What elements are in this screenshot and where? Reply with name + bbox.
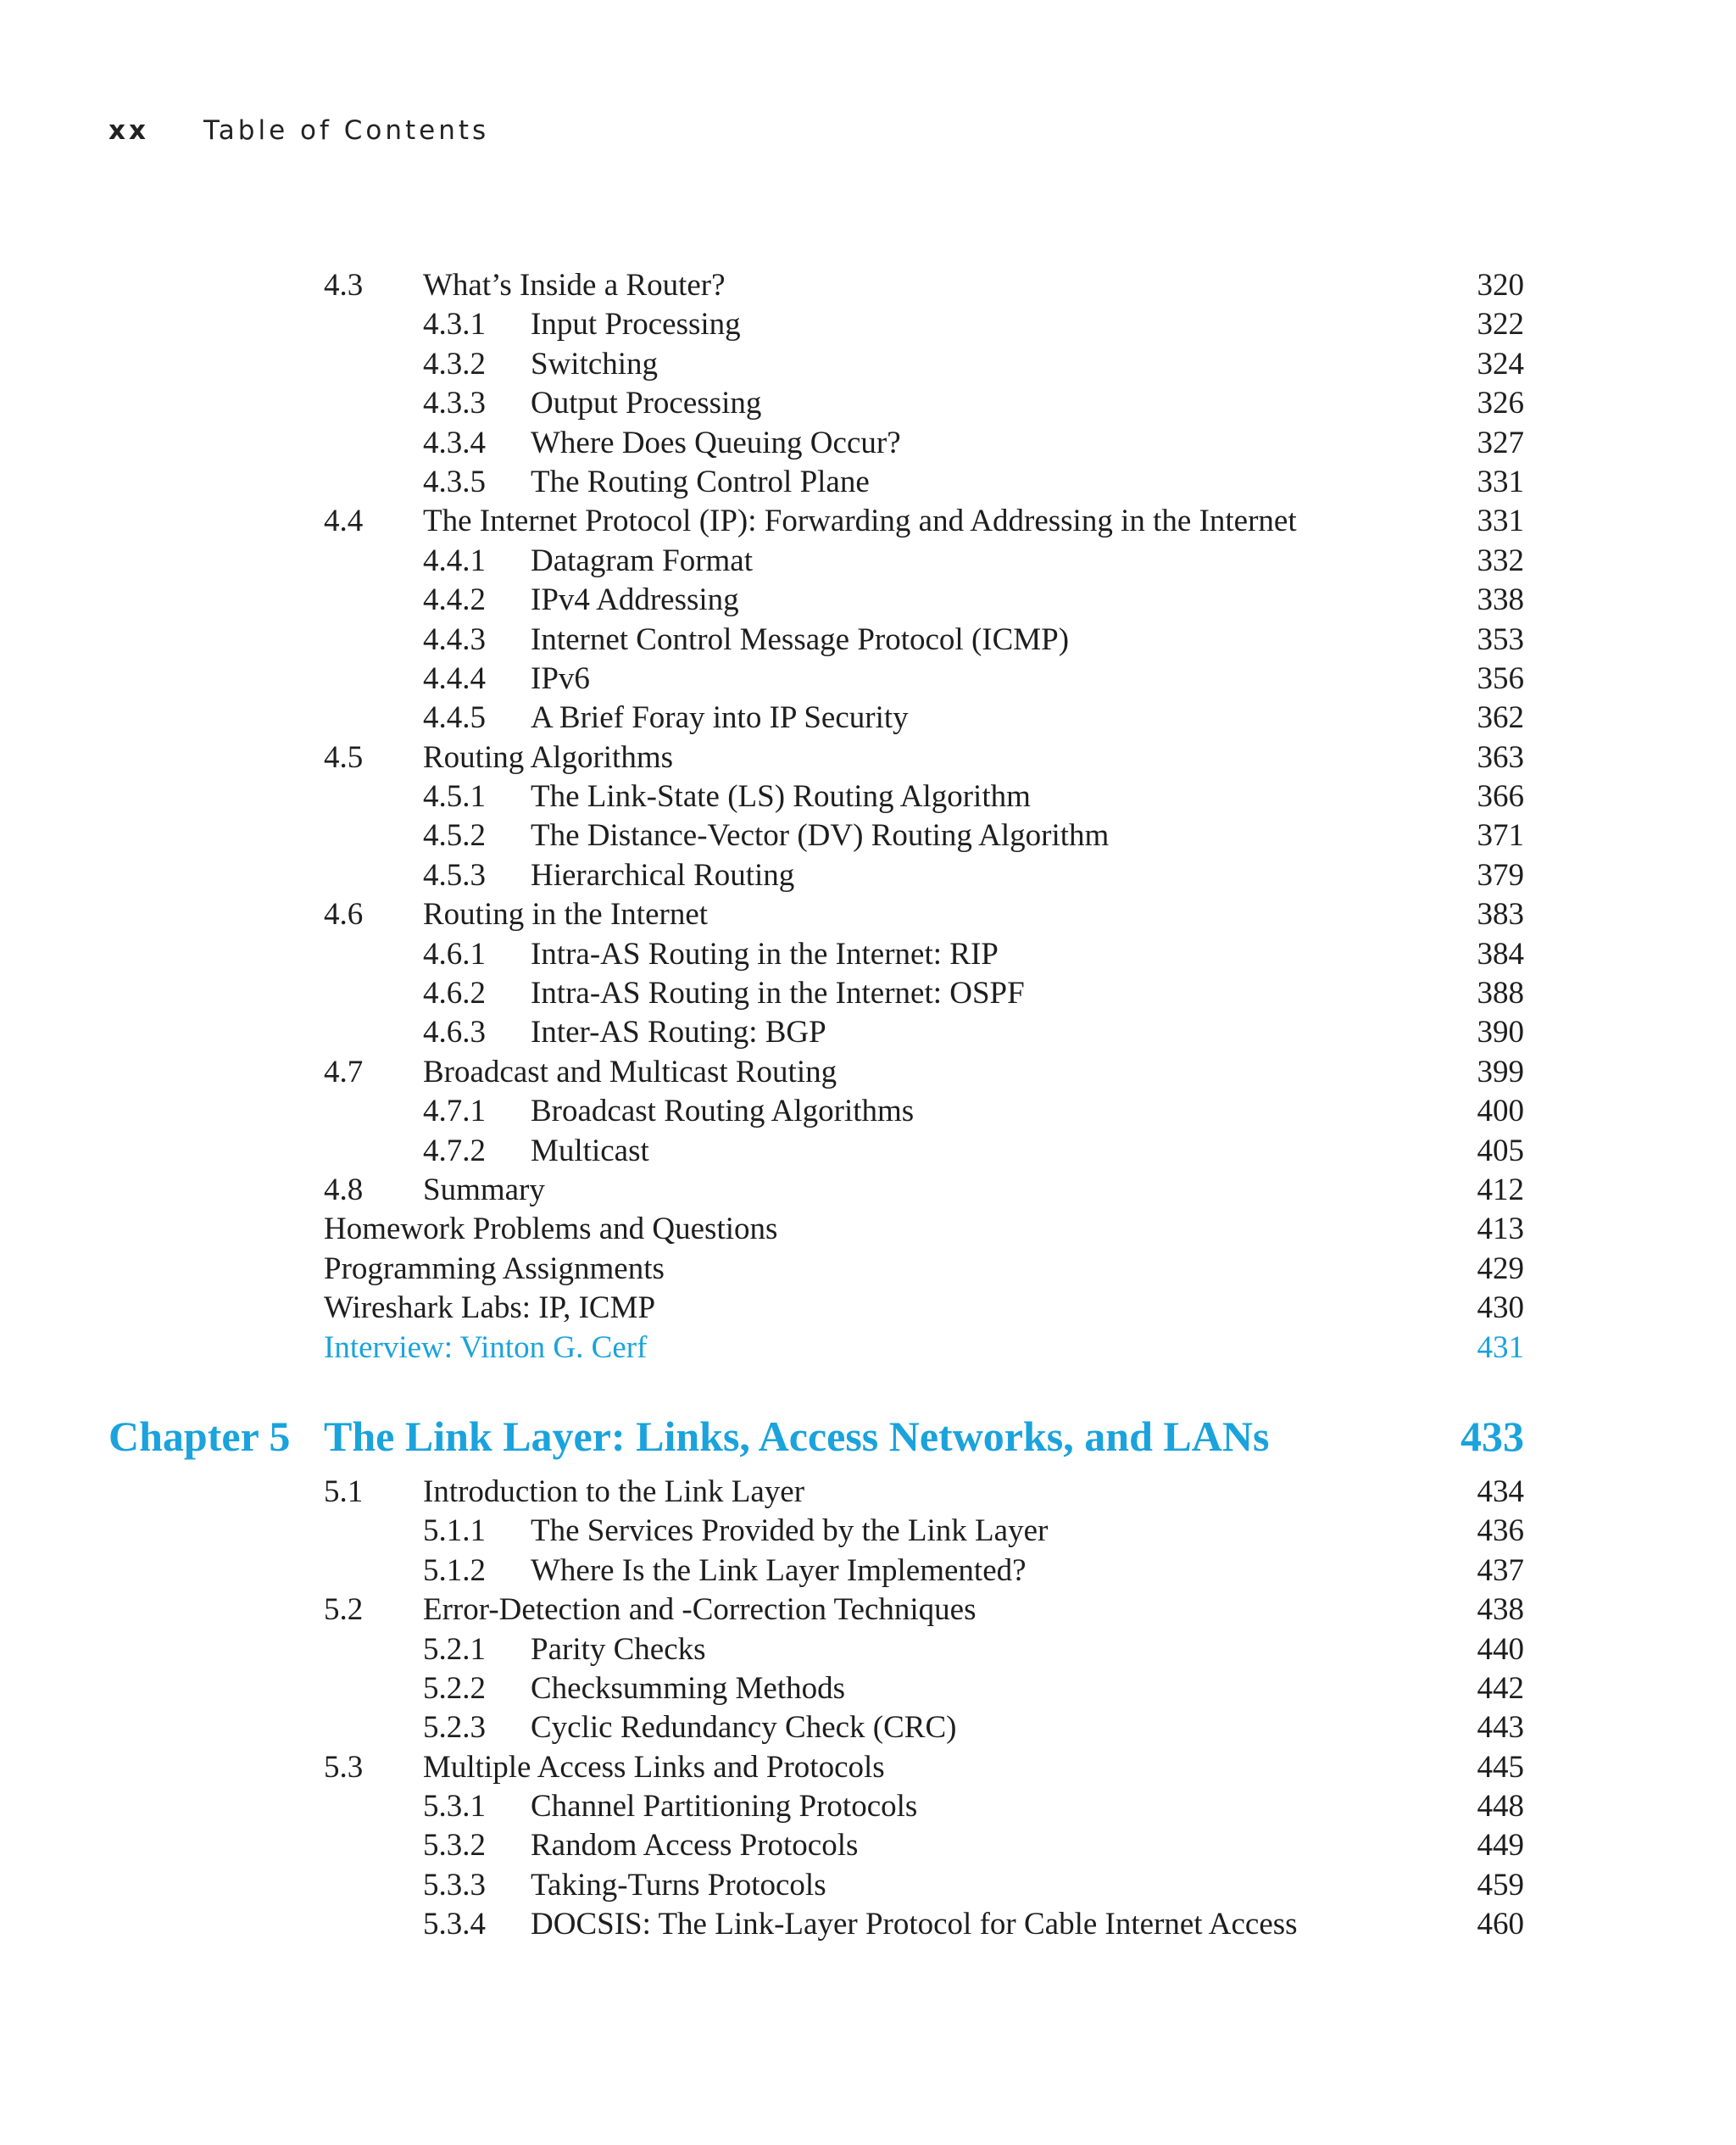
- toc-entry: [0, 1826, 1736, 1865]
- toc-entry-number: 4.7.2: [423, 1133, 486, 1168]
- toc-entry-page: 445: [1477, 1749, 1524, 1785]
- toc-entry-number: 5.3.1: [423, 1789, 486, 1825]
- toc-entry: [0, 1473, 1736, 1512]
- toc-entry: [0, 1250, 1736, 1289]
- toc-entry-page: 390: [1477, 1015, 1524, 1050]
- running-head-title: Table of Contents: [203, 115, 490, 146]
- toc-entry-title: DOCSIS: The Link-Layer Protocol for Cable Internet Access: [531, 1907, 1298, 1942]
- toc-entry-number: 4.3: [324, 268, 364, 303]
- toc-entry-title: Taking-Turns Protocols: [531, 1867, 826, 1903]
- toc-entry-page: 405: [1477, 1133, 1524, 1168]
- toc-entry-page: 366: [1477, 779, 1524, 815]
- toc-entry: [0, 266, 1736, 305]
- toc-section-chapter-4: [0, 266, 1736, 1368]
- toc-entry: [0, 1669, 1736, 1708]
- toc-entry: [0, 1630, 1736, 1669]
- toc-entry-page: 371: [1477, 818, 1524, 854]
- toc-entry-number: 5.2: [324, 1592, 364, 1628]
- toc-entry-title: The Distance-Vector (DV) Routing Algorithm: [531, 818, 1110, 854]
- toc-entry-title: What’s Inside a Router?: [423, 268, 726, 303]
- toc-entry-title: The Link-State (LS) Routing Algorithm: [531, 779, 1031, 815]
- toc-entry-page: 324: [1477, 346, 1524, 382]
- toc-entry-number: 4.3.3: [423, 386, 486, 421]
- toc-entry-number: 4.3.4: [423, 425, 486, 460]
- toc-entry: [0, 1053, 1736, 1092]
- toc-entry-number: 4.8: [324, 1172, 364, 1207]
- toc-entry-page: 400: [1477, 1094, 1524, 1129]
- toc-entry-page: 383: [1477, 897, 1524, 933]
- toc-entry-number: 4.6.1: [423, 936, 486, 972]
- toc-entry-page: 429: [1477, 1251, 1524, 1286]
- toc-entry-page: 449: [1477, 1828, 1524, 1864]
- toc-entry-page: 443: [1477, 1710, 1524, 1746]
- toc-entry-title: Datagram Format: [531, 543, 753, 578]
- toc-section-chapter-5: [0, 1473, 1736, 1945]
- toc-entry-page: 459: [1477, 1867, 1524, 1903]
- toc-entry: [0, 463, 1736, 502]
- toc-entry-number: 4.5.3: [423, 857, 486, 893]
- toc-entry-page: 331: [1477, 504, 1524, 539]
- toc-entry-page: 437: [1477, 1552, 1524, 1588]
- toc-entry-page: 353: [1477, 621, 1524, 657]
- toc-entry-number: 5.3.4: [423, 1907, 486, 1942]
- toc-entry: [0, 305, 1736, 344]
- toc-entry-title: The Internet Protocol (IP): Forwarding and Addressing in the Internet: [423, 504, 1297, 539]
- toc-entry-title: Wireshark Labs: IP, ICMP: [324, 1290, 656, 1326]
- toc-entry: [0, 1552, 1736, 1591]
- toc-entry-title: Where Is the Link Layer Implemented?: [531, 1552, 1027, 1588]
- chapter-title: The Link Layer: Links, Access Networks, and LANs: [324, 1412, 1270, 1460]
- toc-entry: [0, 1210, 1736, 1249]
- toc-entry-number: 5.2.2: [423, 1670, 486, 1706]
- toc-entry-number: 4.6: [324, 897, 364, 933]
- toc-entry-title: IPv6: [531, 660, 590, 696]
- toc-entry-title: Intra-AS Routing in the Internet: RIP: [531, 936, 999, 972]
- toc-entry-page: 431: [1477, 1329, 1524, 1365]
- toc-entry-number: 4.7.1: [423, 1094, 486, 1129]
- page-folio: xx: [108, 115, 149, 146]
- toc-entry-title: Programming Assignments: [324, 1251, 665, 1286]
- toc-entry-number: 4.5: [324, 739, 364, 775]
- toc-entry-page: 440: [1477, 1631, 1524, 1667]
- toc-entry-title: Output Processing: [531, 386, 762, 421]
- toc-entry: [0, 384, 1736, 423]
- toc-entry-title: Broadcast Routing Algorithms: [531, 1094, 915, 1129]
- toc-entry-title: Hierarchical Routing: [531, 857, 795, 893]
- toc-entry: [0, 935, 1736, 974]
- toc-entry-title: Intra-AS Routing in the Internet: OSPF: [531, 976, 1025, 1011]
- toc-entry: [0, 1905, 1736, 1944]
- toc-entry-title: Cyclic Redundancy Check (CRC): [531, 1710, 957, 1746]
- toc-entry-title: Multicast: [531, 1133, 649, 1168]
- toc-entry: [0, 1092, 1736, 1131]
- toc-entry-title: Checksumming Methods: [531, 1670, 846, 1706]
- toc-entry-number: 4.4.1: [423, 543, 486, 578]
- toc-entry-number: 4.3.2: [423, 346, 486, 382]
- toc-entry-page: 399: [1477, 1054, 1524, 1089]
- toc-entry-title: Random Access Protocols: [531, 1828, 859, 1864]
- toc-entry: [0, 816, 1736, 855]
- toc-entry: [0, 1171, 1736, 1210]
- toc-entry-title: Internet Control Message Protocol (ICMP): [531, 621, 1070, 657]
- toc-entry-page: 363: [1477, 739, 1524, 775]
- toc-entry-number: 5.2.1: [423, 1631, 486, 1667]
- toc-entry-number: 5.1: [324, 1474, 364, 1509]
- toc-entry-title: Switching: [531, 346, 659, 382]
- toc-entry-page: 436: [1477, 1513, 1524, 1549]
- toc-entry-number: 4.4.4: [423, 660, 486, 696]
- toc-entry-number: 5.3.2: [423, 1828, 486, 1864]
- table-of-contents: [0, 266, 1736, 1945]
- toc-entry: [0, 345, 1736, 384]
- toc-entry-number: 4.5.1: [423, 779, 486, 815]
- toc-entry-title: Input Processing: [531, 307, 741, 343]
- toc-entry-title: Where Does Queuing Occur?: [531, 425, 901, 460]
- toc-entry-page: 320: [1477, 268, 1524, 303]
- toc-entry-number: 4.4.3: [423, 621, 486, 657]
- toc-entry-page: 332: [1477, 543, 1524, 578]
- toc-entry-title: Parity Checks: [531, 1631, 706, 1667]
- toc-entry-page: 327: [1477, 425, 1524, 460]
- toc-entry-title: A Brief Foray into IP Security: [531, 700, 909, 736]
- toc-entry-page: 379: [1477, 857, 1524, 893]
- toc-entry: [0, 1289, 1736, 1328]
- toc-entry-title: The Routing Control Plane: [531, 464, 870, 499]
- chapter-heading: [0, 1400, 1736, 1473]
- toc-entry-title: Inter-AS Routing: BGP: [531, 1015, 826, 1050]
- toc-entry-page: 448: [1477, 1789, 1524, 1825]
- toc-entry-title: Introduction to the Link Layer: [423, 1474, 805, 1509]
- toc-entry: [0, 1013, 1736, 1052]
- toc-entry: [0, 660, 1736, 699]
- toc-entry: [0, 1787, 1736, 1826]
- toc-entry-page: 430: [1477, 1290, 1524, 1326]
- toc-entry-number: 5.3.3: [423, 1867, 486, 1903]
- toc-entry: [0, 502, 1736, 541]
- toc-entry: [0, 1591, 1736, 1630]
- toc-entry-page: 434: [1477, 1474, 1524, 1509]
- toc-entry: [0, 777, 1736, 816]
- toc-entry-number: 5.1.1: [423, 1513, 486, 1549]
- chapter-page-number: 433: [1461, 1412, 1524, 1460]
- toc-entry-page: 356: [1477, 660, 1524, 696]
- toc-entry: [0, 621, 1736, 660]
- toc-entry-title: Channel Partitioning Protocols: [531, 1789, 918, 1825]
- toc-entry-number: 5.1.2: [423, 1552, 486, 1588]
- toc-entry-number: 4.3.1: [423, 307, 486, 343]
- toc-entry-title: Homework Problems and Questions: [324, 1212, 778, 1247]
- toc-entry-page: 438: [1477, 1592, 1524, 1628]
- toc-entry-page: 362: [1477, 700, 1524, 736]
- toc-entry-number: 4.3.5: [423, 464, 486, 499]
- toc-entry: [0, 1132, 1736, 1171]
- toc-entry: [0, 738, 1736, 777]
- toc-entry: [0, 856, 1736, 895]
- toc-entry-number: 4.6.2: [423, 976, 486, 1011]
- toc-entry-title: Multiple Access Links and Protocols: [423, 1749, 885, 1785]
- chapter-label: Chapter 5: [108, 1412, 291, 1460]
- toc-entry: [0, 1708, 1736, 1747]
- toc-entry-title: Routing in the Internet: [423, 897, 709, 933]
- toc-entry-title: Routing Algorithms: [423, 739, 674, 775]
- toc-entry: [0, 542, 1736, 581]
- toc-entry-title: Interview: Vinton G. Cerf: [324, 1329, 648, 1365]
- toc-entry-number: 4.4.2: [423, 582, 486, 618]
- toc-entry-title: Summary: [423, 1172, 545, 1207]
- toc-entry-page: 388: [1477, 976, 1524, 1011]
- toc-entry-page: 460: [1477, 1907, 1524, 1942]
- toc-entry-title: Error-Detection and -Correction Techniques: [423, 1592, 976, 1628]
- toc-entry: [0, 895, 1736, 934]
- toc-entry: [0, 581, 1736, 620]
- toc-entry: [0, 1866, 1736, 1905]
- toc-entry-number: 4.5.2: [423, 818, 486, 854]
- toc-entry-number: 4.4.5: [423, 700, 486, 736]
- toc-entry-page: 442: [1477, 1670, 1524, 1706]
- toc-entry-page: 413: [1477, 1212, 1524, 1247]
- toc-entry-number: 5.3: [324, 1749, 364, 1785]
- toc-entry: [0, 974, 1736, 1013]
- toc-entry-number: 4.6.3: [423, 1015, 486, 1050]
- toc-entry-page: 384: [1477, 936, 1524, 972]
- toc-entry-number: 4.7: [324, 1054, 364, 1089]
- toc-entry: [0, 1512, 1736, 1551]
- toc-entry-page: 331: [1477, 464, 1524, 499]
- toc-entry: [0, 1748, 1736, 1787]
- toc-entry-page: 326: [1477, 386, 1524, 421]
- toc-entry-page: 322: [1477, 307, 1524, 343]
- toc-entry-number: 5.2.3: [423, 1710, 486, 1746]
- toc-entry-title: The Services Provided by the Link Layer: [531, 1513, 1049, 1549]
- toc-entry: [0, 1329, 1736, 1368]
- toc-entry-title: IPv4 Addressing: [531, 582, 739, 618]
- running-head: [108, 115, 489, 146]
- toc-entry-number: 4.4: [324, 504, 364, 539]
- toc-entry: [0, 699, 1736, 738]
- toc-entry-page: 338: [1477, 582, 1524, 618]
- toc-entry-title: Broadcast and Multicast Routing: [423, 1054, 837, 1089]
- toc-entry: [0, 424, 1736, 463]
- toc-entry-page: 412: [1477, 1172, 1524, 1207]
